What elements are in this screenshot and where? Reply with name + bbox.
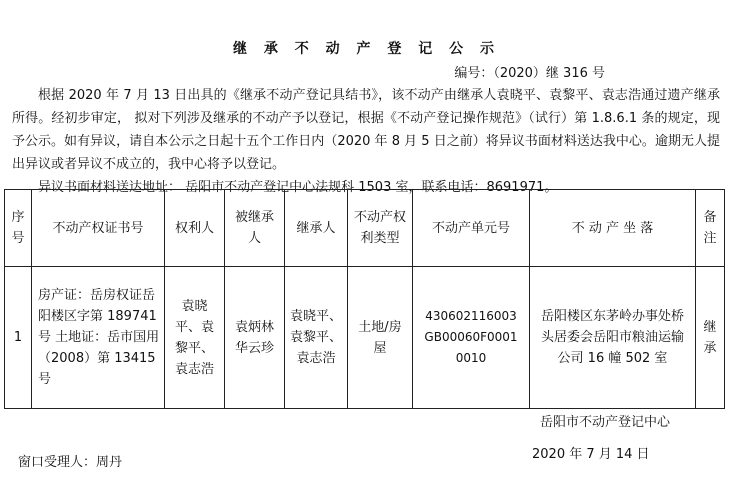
cell-unit-no: 430602116003GB00060F00010010 <box>413 267 530 409</box>
header-right-type: 不动产权利类型 <box>348 190 413 267</box>
issue-date: 2020 年 7 月 14 日 <box>532 447 650 462</box>
cell-right-type: 土地/房屋 <box>348 267 413 409</box>
property-table <box>4 189 725 409</box>
header-heir: 继承人 <box>285 190 348 267</box>
document-title: 继 承 不 动 产 登 记 公 示 <box>233 41 500 57</box>
header-location: 不 动 产 坐 落 <box>530 190 696 267</box>
cell-location: 岳阳楼区东茅岭办事处桥头居委会岳阳市粮油运输公司 16 幢 502 室 <box>530 267 696 409</box>
header-cert: 不动产权证书号 <box>32 190 165 267</box>
issuing-organization: 岳阳市不动产登记中心 <box>540 415 671 430</box>
cell-heir: 袁晓平、袁黎平、袁志浩 <box>285 267 348 409</box>
cell-seq: 1 <box>5 267 32 409</box>
table-row <box>5 267 725 409</box>
table-header-row <box>5 190 725 267</box>
header-owner: 权利人 <box>165 190 225 267</box>
header-unit-no: 不动产单元号 <box>413 190 530 267</box>
cell-decedent: 袁炳林 华云珍 <box>225 267 285 409</box>
header-decedent: 被继承人 <box>225 190 285 267</box>
objection-address-paragraph: 异议书面材料送达地址： 岳阳市不动产登记中心法规科 1503 室，联系电话：8691971。 <box>38 180 558 195</box>
cell-remark: 继承 <box>696 267 725 409</box>
cell-cert: 房产证：岳房权证岳阳楼区字第 189741 号 土地证：岳市国用（2008）第 13415 号 <box>32 267 165 409</box>
document-number: 编号：（2020）继 316 号 <box>454 66 605 81</box>
cell-owner: 袁晓平、袁黎平、袁志浩 <box>165 267 225 409</box>
header-remark: 备注 <box>696 190 725 267</box>
notice-body <box>12 84 720 199</box>
window-receiver: 窗口受理人：周丹 <box>18 455 123 470</box>
notice-paragraph: 根据 2020 年 7 月 13 日出具的《继承不动产登记具结书》，该不动产由继承人袁晓平、袁黎平、袁志浩通过遗产继承所得。经初步审定， 拟对下列涉及继承的不动产予以登记，根据《不动产登记操作规范》（试行）第 1.8.6.1 条的规定，现予公示。如有异议，请自本公示之日起十五个工作日内（2020 年 8 月 5 日之前）将异议书面材料送达我中心。逾期无人提出异议或者异议不成立的，我中心将予以登记。 <box>12 88 720 172</box>
header-seq: 序号 <box>5 190 32 267</box>
